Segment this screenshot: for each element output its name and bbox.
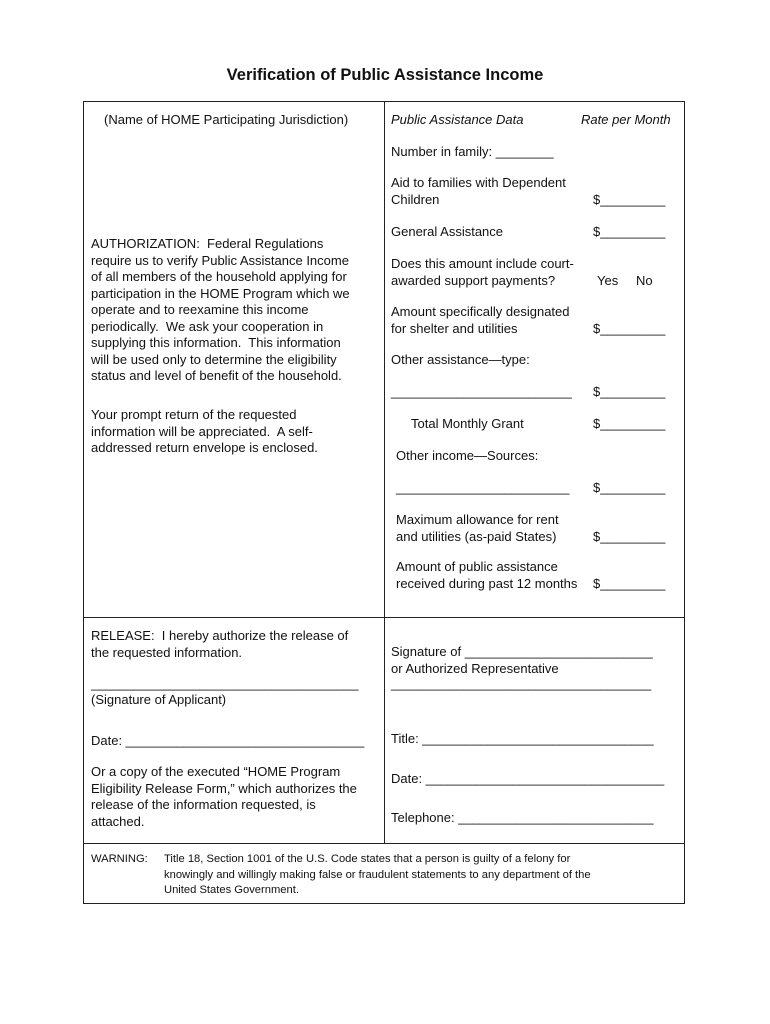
afdc-label-2: Children xyxy=(391,191,440,207)
title-field[interactable]: Title: ________________________________ xyxy=(391,731,654,746)
other-income-sources-field[interactable]: ________________________ xyxy=(396,480,570,495)
release-copy-line: Eligibility Release Form,” which authorizes the xyxy=(91,780,357,796)
yes-option[interactable]: Yes xyxy=(597,272,619,288)
authorization-line: require us to verify Public Assistance Income xyxy=(91,252,349,268)
total-monthly-grant-label: Total Monthly Grant xyxy=(411,416,524,431)
authorization-line: AUTHORIZATION: Federal Regulations xyxy=(91,236,324,251)
authorization-line: status and level of benefit of the household. xyxy=(91,368,342,383)
telephone-field[interactable]: Telephone: ___________________________ xyxy=(391,810,654,825)
signoff-date-field[interactable]: Date: _________________________________ xyxy=(391,771,665,786)
other-assistance-amount-field[interactable]: $_________ xyxy=(593,384,666,399)
prompt-return-line: addressed return envelope is enclosed. xyxy=(91,440,318,455)
authorization-line: of all members of the household applying for xyxy=(91,269,347,284)
max-allowance-amount-field[interactable]: $_________ xyxy=(593,528,666,544)
applicant-signature-label: (Signature of Applicant) xyxy=(91,692,227,707)
rate-per-month-header: Rate per Month xyxy=(581,112,671,127)
shelter-amount-field[interactable]: $_________ xyxy=(593,320,666,336)
authorized-representative-label: or Authorized Representative xyxy=(391,660,559,676)
prompt-return-line: Your prompt return of the requested xyxy=(91,407,297,422)
release-divider xyxy=(83,617,685,618)
release-date-field[interactable]: Date: _________________________________ xyxy=(91,733,365,748)
no-option[interactable]: No xyxy=(636,272,653,288)
other-income-amount-field[interactable]: $_________ xyxy=(593,480,666,495)
authorization-line: supplying this information. This information xyxy=(91,335,341,350)
authorization-line: participation in the HOME Program which we xyxy=(91,285,350,301)
prompt-return-line: information will be appreciated. A self- xyxy=(91,423,313,439)
other-income-label: Other income—Sources: xyxy=(396,448,539,463)
court-support-question-2: awarded support payments? xyxy=(391,272,556,288)
past-12-months-amount-field[interactable]: $_________ xyxy=(593,575,666,591)
warning-divider xyxy=(83,843,685,844)
other-assistance-label: Other assistance—type: xyxy=(391,352,530,367)
authorization-line: will be used only to determine the eligibility xyxy=(91,351,337,367)
public-assistance-data-header: Public Assistance Data xyxy=(391,112,524,127)
shelter-label-2: for shelter and utilities xyxy=(391,320,518,336)
representative-signature-field[interactable]: ____________________________________ xyxy=(391,676,652,691)
release-copy-line: Or a copy of the executed “HOME Program xyxy=(91,764,341,779)
release-statement: RELEASE: I hereby authorize the release of xyxy=(91,628,349,643)
authorization-line: operate and to reexamine this income xyxy=(91,302,309,317)
shelter-label: Amount specifically designated xyxy=(391,304,570,319)
signature-field[interactable]: Signature of __________________________ xyxy=(391,644,653,659)
past-12-months-label: Amount of public assistance xyxy=(396,559,558,574)
other-assistance-type-field[interactable]: _________________________ xyxy=(391,384,572,399)
general-assistance-amount-field[interactable]: $_________ xyxy=(593,224,666,239)
total-monthly-grant-field[interactable]: $_________ xyxy=(593,416,666,431)
release-statement-2: the requested information. xyxy=(91,644,243,660)
applicant-signature-field[interactable]: _____________________________________ xyxy=(91,676,359,691)
release-copy-line: attached. xyxy=(91,813,145,829)
max-allowance-label: Maximum allowance for rent xyxy=(396,512,559,527)
warning-line-2: knowingly and willingly making false or fraudulent statements to any department of the xyxy=(164,868,591,881)
afdc-label: Aid to families with Dependent xyxy=(391,175,566,190)
past-12-months-label-2: received during past 12 months xyxy=(396,575,578,591)
jurisdiction-label: (Name of HOME Participating Jurisdiction) xyxy=(104,112,349,127)
warning-label: WARNING: xyxy=(91,853,148,865)
court-support-question: Does this amount include court- xyxy=(391,256,574,271)
release-copy-line: release of the information requested, is xyxy=(91,797,316,812)
authorization-line: periodically. We ask your cooperation in xyxy=(91,318,324,334)
column-divider xyxy=(384,101,385,843)
form-title: Verification of Public Assistance Income xyxy=(226,66,544,84)
max-allowance-label-2: and utilities (as-paid States) xyxy=(396,528,557,544)
general-assistance-label: General Assistance xyxy=(391,224,504,239)
number-in-family-field[interactable]: Number in family: ________ xyxy=(391,144,554,159)
warning-line: Title 18, Section 1001 of the U.S. Code states that a person is guilty of a felony for xyxy=(164,853,571,865)
warning-line-3: United States Government. xyxy=(164,884,299,896)
afdc-amount-field[interactable]: $_________ xyxy=(593,191,666,207)
